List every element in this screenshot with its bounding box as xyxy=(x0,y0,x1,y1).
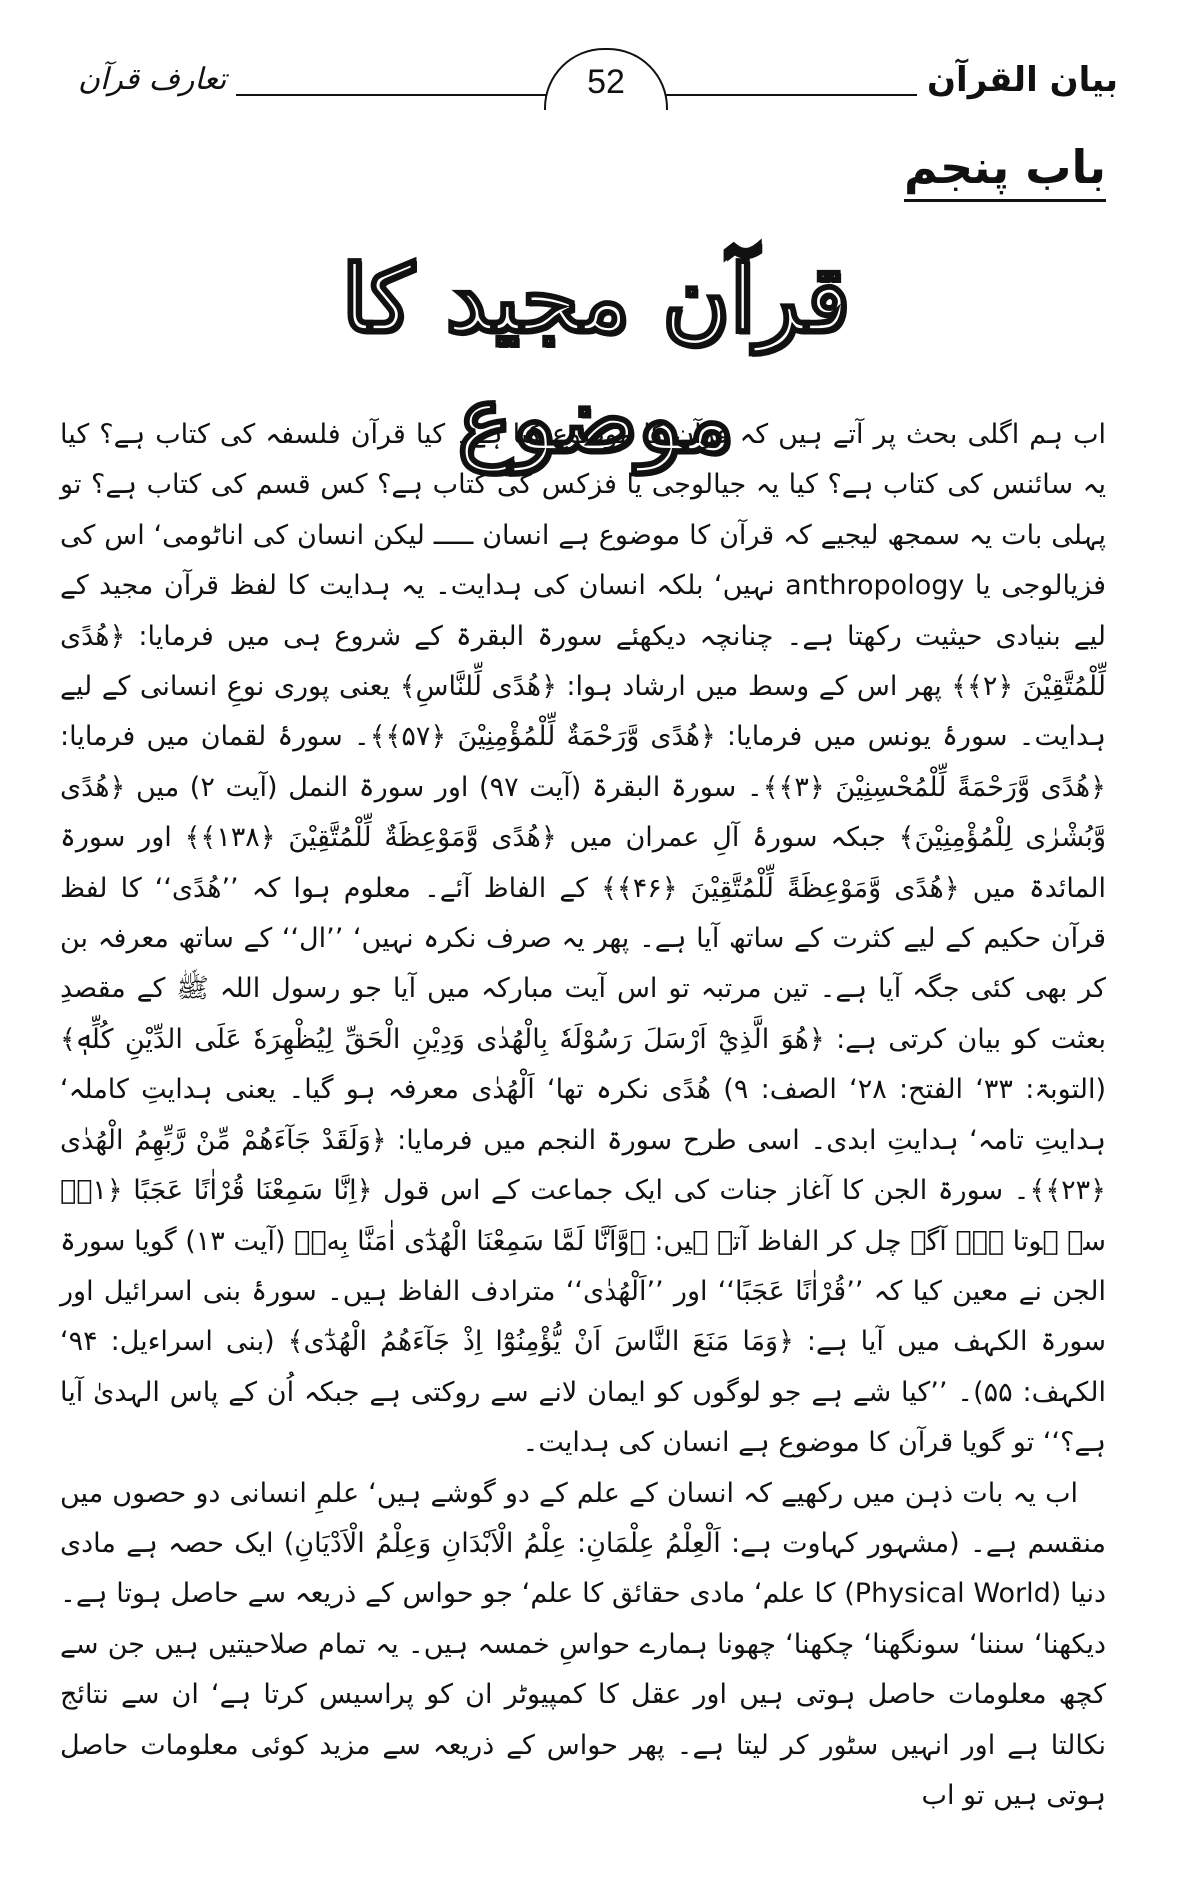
body-text xyxy=(60,410,1106,1821)
page-number: 52 xyxy=(544,48,668,110)
page-title: قرآن مجید کا موضوع xyxy=(341,245,851,473)
section-title: تعارف قرآن xyxy=(78,62,236,97)
paragraph: اب ہم اگلی بحث پر آتے ہیں کہ قرآن کا موضوع کیا ہے۔ کیا قرآن فلسفہ کی کتاب ہے؟ کیا یہ سائنس کی کتاب ہے؟ کیا یہ جیالوجی یا فزکس کی کتاب ہے؟ کس قسم کی کتاب ہے؟ تو پہلی بات یہ سمجھ لیجیے کہ قرآن کا موضوع ہے انسان ـــــ لیکن انسان کی اناٹومی‘ اس کی فزیالوجی یا anthropology نہیں‘ بلکہ انسان کی ہدایت۔ یہ ہدایت کا لفظ قرآن مجید کے لیے بنیادی حیثیت رکھتا ہے۔ چنانچہ دیکھئے سورۃ البقرۃ کے شروع ہی میں فرمایا: ﴿هُدًى لِّلْمُتَّقِيْنَ ﴿۲﴾﴾ پھر اس کے وسط میں ارشاد ہوا: ﴿هُدًى لِّلنَّاسِ﴾ یعنی پوری نوعِ انسانی کے لیے ہدایت۔ سورۂ یونس میں فرمایا: ﴿هُدًى وَّرَحْمَةٌ لِّلْمُؤْمِنِيْنَ ﴿۵۷﴾﴾۔ سورۂ لقمان میں فرمایا: ﴿هُدًى وَّرَحْمَةً لِّلْمُحْسِنِيْنَ ﴿۳﴾﴾۔ سورۃ البقرۃ (آیت ۹۷) اور سورۃ النمل (آیت ۲) میں ﴿هُدًى وَّبُشْرٰى لِلْمُؤْمِنِيْنَ﴾ جبکہ سورۂ آلِ عمران میں ﴿هُدًى وَّمَوْعِظَةٌ لِّلْمُتَّقِيْنَ ﴿۱۳۸﴾﴾ اور سورۃ المائدۃ میں ﴿هُدًى وَّمَوْعِظَةً لِّلْمُتَّقِيْنَ ﴿۴۶﴾﴾ کے الفاظ آئے۔ معلوم ہوا کہ ’’هُدًى‘‘ کا لفظ قرآن حکیم کے لیے کثرت کے ساتھ آیا ہے۔ پھر یہ صرف نکرہ نہیں‘ ’’ال‘‘ کے ساتھ معرفہ بن کر بھی کئی جگہ آیا ہے۔ تین مرتبہ تو اس آیت مبارکہ میں آیا جو رسول اللہ ﷺ کے مقصدِ بعثت کو بیان کرتی ہے: ﴿هُوَ الَّذِيْٓ اَرْسَلَ رَسُوْلَهٗ بِالْهُدٰى وَدِيْنِ الْحَقِّ لِيُظْهِرَهٗ عَلَى الدِّيْنِ كُلِّهٖ﴾ (التوبۃ: ۳۳‘ الفتح: ۲۸‘ الصف: ۹) هُدًى نکرہ تھا‘ اَلْهُدٰى معرفہ ہو گیا۔ یعنی ہدایتِ کاملہ‘ ہدایتِ تامہ‘ ہدایتِ ابدی۔ اسی طرح سورۃ النجم میں فرمایا: ﴿وَلَقَدْ جَآءَهُمْ مِّنْ رَّبِّهِمُ الْهُدٰى ﴿۲۳﴾﴾۔ سورۃ الجن کا آغاز جنات کی ایک جماعت کے اس قول ﴿اِنَّا سَمِعْنَا قُرْاٰنًا عَجَبًا ﴿۱﴾﴾ سے ہوتا ہے۔ آگے چل کر الفاظ آتے ہیں: ﴿وَّاَنَّا لَمَّا سَمِعْنَا الْهُدٰٓى اٰمَنَّا بِهٖ﴾ (آیت ۱۳) گویا سورۃ الجن نے معین کیا کہ ’’قُرْاٰنًا عَجَبًا‘‘ اور ’’اَلْهُدٰى‘‘ مترادف الفاظ ہیں۔ سورۂ بنی اسرائیل اور سورۃ الکہف میں آیا ہے: ﴿وَمَا مَنَعَ النَّاسَ اَنْ يُّؤْمِنُوْٓا اِذْ جَآءَهُمُ الْهُدٰٓى﴾ (بنی اسراءیل: ۹۴‘ الکہف: ۵۵)۔ ’’کیا شے ہے جو لوگوں کو ایمان لانے سے روکتی ہے جبکہ اُن کے پاس الہدیٰ آیا ہے؟‘‘ تو گویا قرآن کا موضوع ہے انسان کی ہدایت۔ xyxy=(60,419,1107,1459)
paragraph: اب یہ بات ذہن میں رکھیے کہ انسان کے علم کے دو گوشے ہیں‘ علمِ انسانی دو حصوں میں منقسم ہے۔ (مشہور کہاوت ہے: اَلْعِلْمُ عِلْمَانِ: عِلْمُ الْاَبْدَانِ وَعِلْمُ الْاَدْيَانِ) ایک حصہ ہے مادی دنیا (Physical World) کا علم‘ مادی حقائق کا علم‘ جو حواس کے ذریعہ سے حاصل ہوتا ہے۔ دیکھنا‘ سننا‘ سونگھنا‘ چکھنا‘ چھونا ہمارے حواسِ خمسہ ہیں۔ یہ تمام صلاحیتیں ہیں جن سے کچھ معلومات حاصل ہوتی ہیں اور عقل کا کمپیوٹر ان کو پراسیس کرتا ہے‘ ان سے نتائج نکالتا ہے اور انہیں سٹور کر لیتا ہے۔ پھر حواس کے ذریعہ سے مزید کوئی معلومات حاصل ہوتی ہیں تو اب xyxy=(60,1477,1107,1811)
chapter-label: باب پنجم xyxy=(904,140,1106,202)
running-header xyxy=(78,48,1118,118)
book-title: بیان القرآن xyxy=(917,60,1118,100)
